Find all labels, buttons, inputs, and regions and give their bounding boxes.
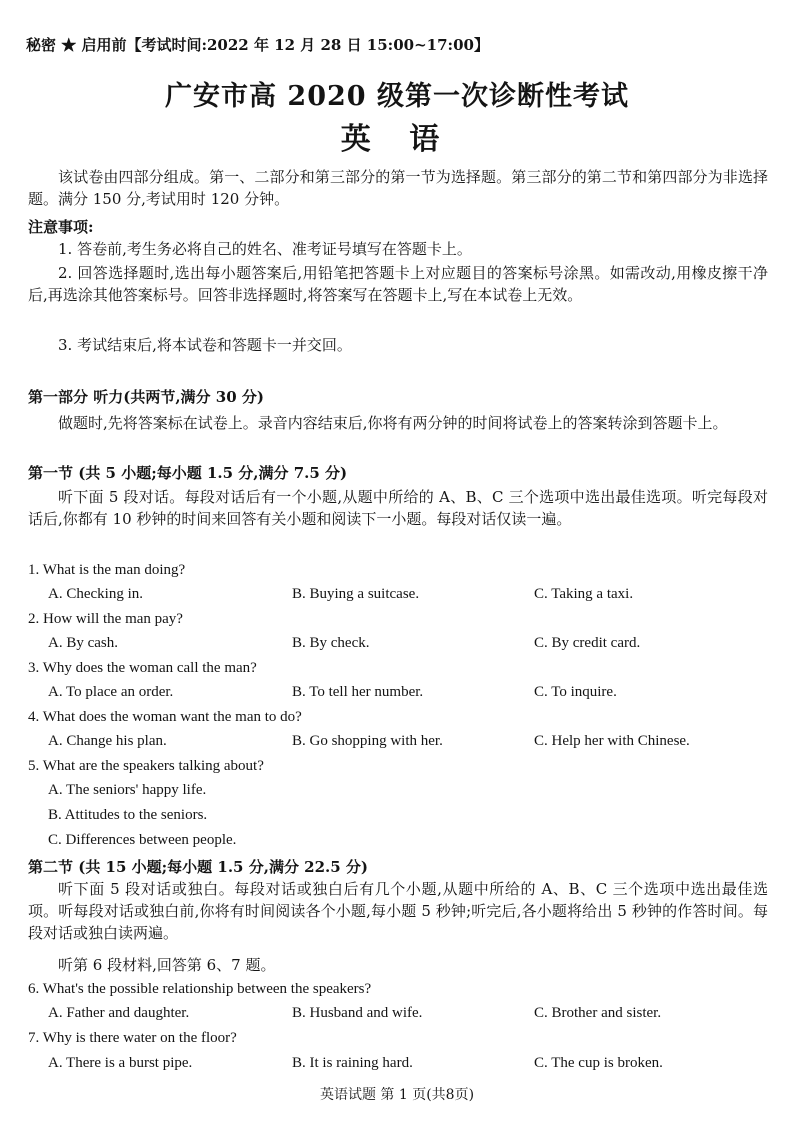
section1-heading: 第一节 (共 5 小题;每小题 1.5 分,满分 7.5 分) (28, 464, 348, 482)
q2-option-b: B. By check. (292, 635, 370, 651)
q1-option-a: A. Checking in. (48, 586, 143, 602)
material-note: 听第 6 段材料,回答第 6、7 题。 (58, 956, 276, 974)
note-item-2: 2. 回答选择题时,选出每小题答案后,用铅笔把答题卡上对应题目的答案标号涂黑。如需改动,用橡皮擦干净后,再选涂其他答案标号。回答非选择题时,将答案写在答题卡上,写在本试卷上无效。 (28, 264, 768, 304)
q4-option-c: C. Help her with Chinese. (534, 733, 690, 749)
question-3: 3. Why does the woman call the man? (28, 660, 257, 676)
q2-option-c: C. By credit card. (534, 635, 641, 651)
q6-option-b: B. Husband and wife. (292, 1005, 423, 1021)
q2-option-a: A. By cash. (48, 635, 118, 651)
question-1: 1. What is the man doing? (28, 562, 186, 578)
part1-heading: 第一部分 听力(共两节,满分 30 分) (28, 388, 264, 406)
q5-option-b: B. Attitudes to the seniors. (48, 807, 208, 823)
exam-title: 广安市高 2020 级第一次诊断性考试 (165, 81, 629, 112)
subject-title: 英 语 (340, 122, 454, 157)
part1-instructions: 做题时,先将答案标在试卷上。录音内容结束后,你将有两分钟的时间将试卷上的答案转涂到答题卡上。 (58, 414, 728, 432)
q5-option-a: A. The seniors' happy life. (48, 782, 207, 798)
section2-instructions: 听下面 5 段对话或独白。每段对话或独白后有几个小题,从题中所给的 A、B、C 三个选项中选出最佳选项。听每段对话或独白前,你将有时间阅读各个小题,每小题 5 秒钟;听完后,各小题将给出 5 秒钟的作答时间。每段对话或独白读两遍。 (28, 880, 768, 942)
note-item-1: 1. 答卷前,考生务必将自己的姓名、准考证号填写在答题卡上。 (58, 240, 472, 258)
question-6: 6. What's the possible relationship between the speakers? (28, 981, 372, 997)
q1-option-b: B. Buying a suitcase. (292, 586, 420, 602)
q4-option-a: A. Change his plan. (48, 733, 167, 749)
q6-option-a: A. Father and daughter. (48, 1005, 190, 1021)
section2-heading: 第二节 (共 15 小题;每小题 1.5 分,满分 22.5 分) (28, 858, 369, 876)
question-5: 5. What are the speakers talking about? (28, 758, 264, 774)
question-7: 7. Why is there water on the floor? (28, 1030, 237, 1046)
intro-paragraph: 该试卷由四部分组成。第一、二部分和第三部分的第一节为选择题。第三部分的第二节和第四部分为非选择题。满分 150 分,考试用时 120 分钟。 (28, 168, 768, 208)
q4-option-b: B. Go shopping with her. (292, 733, 443, 749)
q7-option-b: B. It is raining hard. (292, 1055, 413, 1071)
confidential-header: 秘密 ★ 启用前【考试时间:2022 年 12 月 28 日 15:00~17:00】 (26, 36, 489, 54)
note-item-3: 3. 考试结束后,将本试卷和答题卡一并交回。 (58, 336, 352, 354)
notes-heading: 注意事项: (28, 218, 94, 236)
q1-option-c: C. Taking a taxi. (534, 586, 634, 602)
q3-option-c: C. To inquire. (534, 684, 617, 700)
question-2: 2. How will the man pay? (28, 611, 183, 627)
q3-option-a: A. To place an order. (48, 684, 174, 700)
q5-option-c: C. Differences between people. (48, 832, 237, 848)
question-4: 4. What does the woman want the man to do? (28, 709, 302, 725)
q6-option-c: C. Brother and sister. (534, 1005, 662, 1021)
q7-option-c: C. The cup is broken. (534, 1055, 663, 1071)
q3-option-b: B. To tell her number. (292, 684, 424, 700)
page-footer: 英语试题 第 1 页(共8页) (319, 1087, 475, 1103)
section1-instructions: 听下面 5 段对话。每段对话后有一个小题,从题中所给的 A、B、C 三个选项中选出最佳选项。听完每段对话后,你都有 10 秒钟的时间来回答有关小题和阅读下一小题。每段对话仅读一遍。 (28, 488, 768, 528)
q7-option-a: A. There is a burst pipe. (48, 1055, 193, 1071)
